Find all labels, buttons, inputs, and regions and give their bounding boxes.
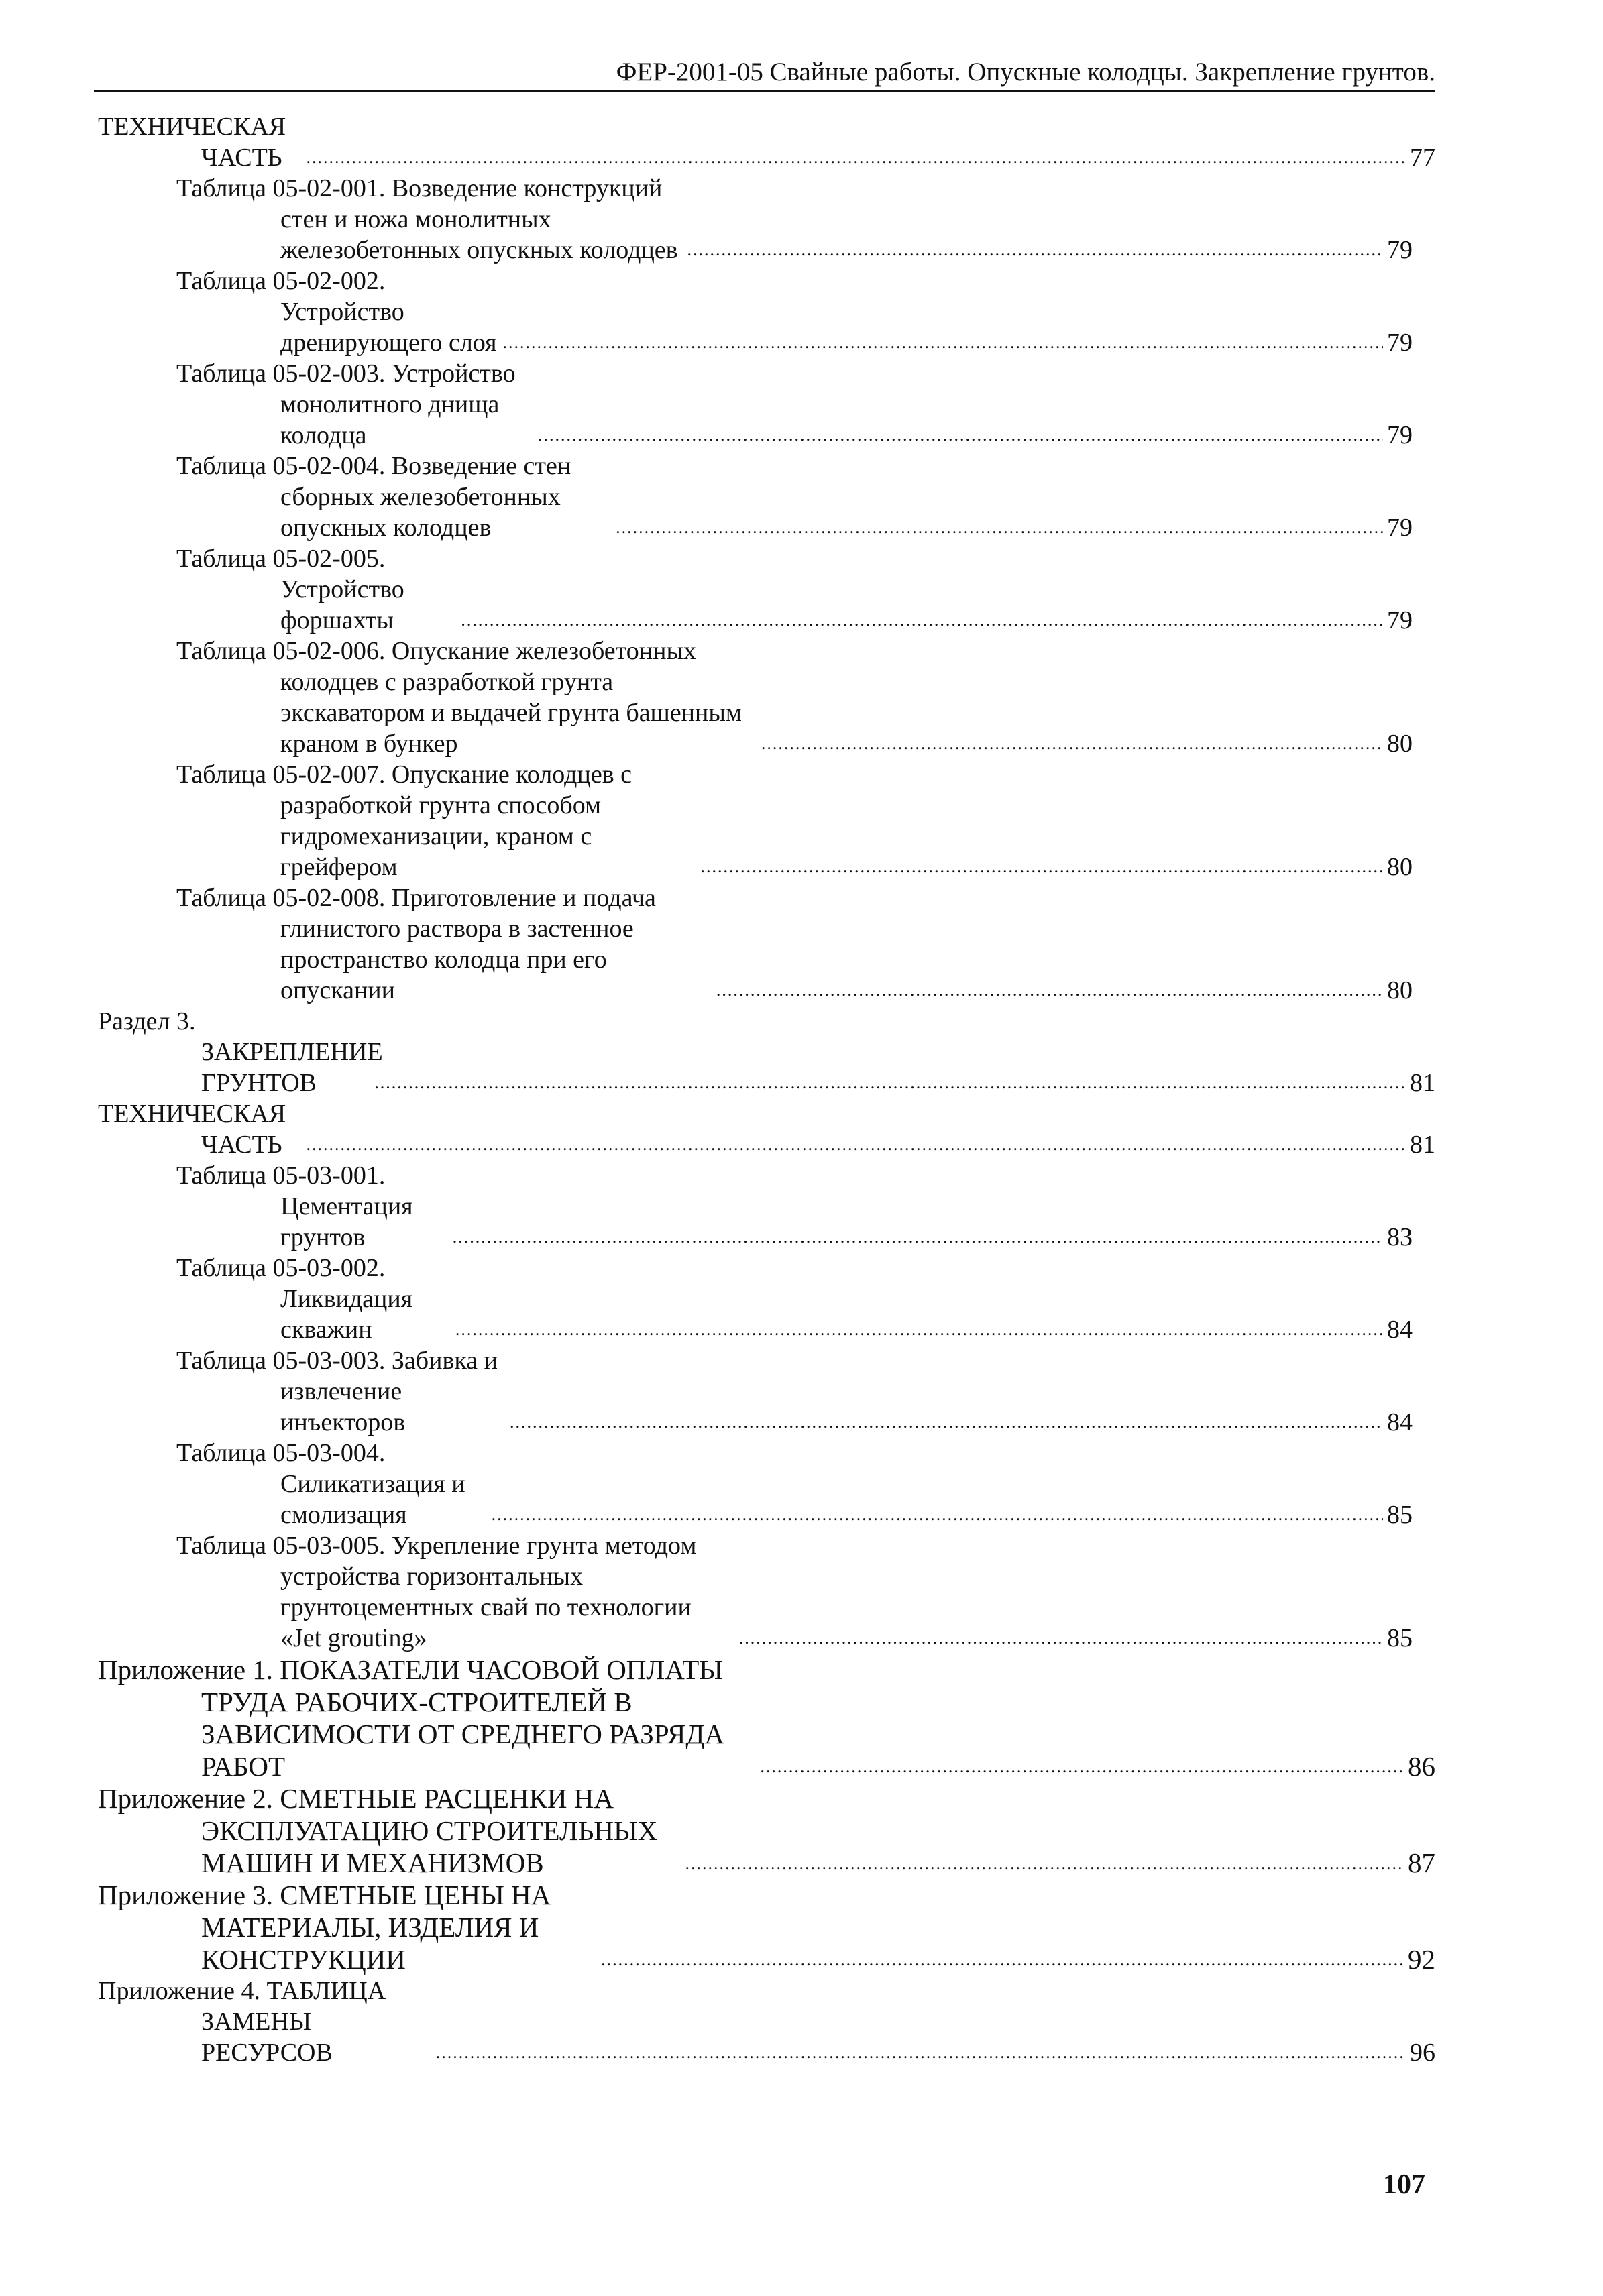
toc-entry-title: Приложение 4. ТАБЛИЦА ЗАМЕНЫ РЕСУРСОВ (98, 1977, 386, 2067)
toc-entry-page: 84 (1387, 1408, 1413, 1436)
toc-entry-page: 85 (1387, 1501, 1413, 1529)
toc-entry[interactable] (98, 1160, 1435, 1253)
toc-entry-page: 85 (1387, 1624, 1413, 1652)
toc-entry[interactable] (98, 636, 1435, 759)
toc-entry-title: Таблица 05-02-002. Устройство дренирующего слоя (176, 267, 497, 357)
running-header (94, 52, 1435, 92)
toc-leader-dots (687, 232, 1383, 266)
toc-entry[interactable] (98, 451, 1435, 543)
toc-entry[interactable] (98, 1975, 1435, 2068)
toc-entry-page: 86 (1408, 1751, 1435, 1782)
toc-leader-dots (701, 849, 1384, 882)
toc-leader-dots (436, 2034, 1406, 2068)
toc-leader-dots (455, 1312, 1383, 1345)
toc-entry-title: Таблица 05-02-006. Опускание железобетонных колодцев с разработкой грунта экскаватором и выдачей грунта башенным краном в бункер (176, 637, 742, 758)
toc-entry-page: 87 (1408, 1847, 1435, 1878)
toc-entry-page: 84 (1387, 1316, 1413, 1344)
toc-leader-dots (374, 1065, 1406, 1098)
toc-entry-page: 80 (1387, 853, 1413, 881)
toc-entry-title: ТЕХНИЧЕСКАЯ ЧАСТЬ (98, 1100, 286, 1159)
toc-entry-title: Таблица 05-02-007. Опускание колодцев с разработкой грунта способом гидромеханизации, краном с грейфером (176, 760, 632, 881)
toc-leader-dots (492, 1497, 1383, 1530)
toc-leader-dots (761, 726, 1383, 759)
toc-leader-dots (510, 1404, 1383, 1438)
toc-entry-page: 79 (1387, 329, 1413, 357)
toc-leader-dots (306, 1127, 1406, 1160)
toc-entry-page: 77 (1410, 144, 1435, 172)
toc-entry[interactable] (98, 759, 1435, 882)
toc-entry-page: 80 (1387, 976, 1413, 1005)
toc-entry[interactable] (98, 358, 1435, 451)
toc-entry-page: 79 (1387, 236, 1413, 264)
toc-entry[interactable] (98, 1253, 1435, 1345)
toc-entry-title: Таблица 05-03-003. Забивка и извлечение инъекторов (176, 1346, 498, 1436)
toc-leader-dots (616, 510, 1383, 543)
toc-entry-page: 79 (1387, 606, 1413, 634)
toc-entry[interactable] (98, 1654, 1435, 1782)
toc-entry-title: Таблица 05-02-008. Приготовление и подача глинистого раствора в застенное пространство колодца при его опускании (176, 884, 656, 1005)
toc-leader-dots (685, 1844, 1404, 1879)
toc-entry-title: ТЕХНИЧЕСКАЯ ЧАСТЬ (98, 113, 286, 172)
toc-leader-dots (538, 417, 1383, 451)
toc-entry-page: 96 (1410, 2039, 1435, 2067)
toc-entry-page: 81 (1410, 1131, 1435, 1159)
toc-entry-title: Приложение 2. СМЕТНЫЕ РАСЦЕНКИ НА ЭКСПЛУАТАЦИЮ СТРОИТЕЛЬНЫХ МАШИН И МЕХАНИЗМОВ (98, 1783, 658, 1878)
toc-entry-page: 83 (1387, 1223, 1413, 1251)
toc-leader-dots (739, 1620, 1383, 1654)
toc-entry[interactable] (98, 543, 1435, 636)
page-number: 107 (1383, 2169, 1425, 2200)
toc-entry[interactable] (98, 1782, 1435, 1879)
toc-leader-dots (760, 1747, 1404, 1782)
toc-entry-title: Таблица 05-02-003. Устройство монолитного днища колодца (176, 359, 516, 449)
toc-entry[interactable] (98, 1530, 1435, 1654)
toc-leader-dots (601, 1941, 1404, 1975)
toc-entry-page: 81 (1410, 1069, 1435, 1097)
toc-entry-title: Таблица 05-03-001. Цементация грунтов (176, 1161, 413, 1251)
toc-entry-page: 80 (1387, 730, 1413, 758)
toc-entry-title: Таблица 05-02-004. Возведение стен сборных железобетонных опускных колодцев (176, 452, 571, 542)
toc-entry-title: Таблица 05-03-005. Укрепление грунта методом устройства горизонтальных грунтоцементных свай по технологии «Jet grouting» (176, 1532, 697, 1652)
toc-entry[interactable] (98, 1098, 1435, 1160)
toc-entry-page: 79 (1387, 514, 1413, 542)
toc-entry-title: Раздел 3. ЗАКРЕПЛЕНИЕ ГРУНТОВ (98, 1007, 383, 1097)
toc-entry-title: Приложение 1. ПОКАЗАТЕЛИ ЧАСОВОЙ ОПЛАТЫ ТРУДА РАБОЧИХ-СТРОИТЕЛЕЙ В ЗАВИСИМОСТИ ОТ СРЕДНЕГО РАЗРЯДА РАБОТ (98, 1654, 724, 1782)
toc-leader-dots (716, 972, 1383, 1006)
toc-entry[interactable] (98, 1006, 1435, 1098)
toc-entry[interactable] (98, 1438, 1435, 1530)
toc-entry[interactable] (98, 1879, 1435, 1975)
toc-entry[interactable] (98, 266, 1435, 358)
toc-leader-dots (502, 325, 1383, 358)
toc-entry-title: Таблица 05-02-005. Устройство форшахты (176, 544, 404, 634)
toc-entry-title: Таблица 05-03-002. Ликвидация скважин (176, 1254, 413, 1344)
toc-entry[interactable] (98, 1345, 1435, 1438)
toc-entry[interactable] (98, 882, 1435, 1006)
toc-entry-title: Таблица 05-03-004. Силикатизация и смолизация (176, 1439, 465, 1529)
toc-entry-title: Приложение 3. СМЕТНЫЕ ЦЕНЫ НА МАТЕРИАЛЫ, ИЗДЕЛИЯ И КОНСТРУКЦИИ (98, 1880, 551, 1975)
toc-entry-page: 79 (1387, 421, 1413, 449)
table-of-contents (98, 111, 1435, 2068)
toc-leader-dots (453, 1219, 1383, 1253)
toc-entry-title: Таблица 05-02-001. Возведение конструкций стен и ножа монолитных железобетонных опускных колодцев (176, 174, 678, 264)
toc-leader-dots (461, 602, 1383, 636)
toc-entry[interactable] (98, 111, 1435, 173)
toc-entry-page: 92 (1408, 1944, 1435, 1975)
running-header-title: ФЕР-2001-05 Свайные работы. Опускные колодцы. Закрепление грунтов. (616, 58, 1435, 87)
toc-leader-dots (306, 139, 1406, 173)
toc-entry[interactable] (98, 173, 1435, 266)
